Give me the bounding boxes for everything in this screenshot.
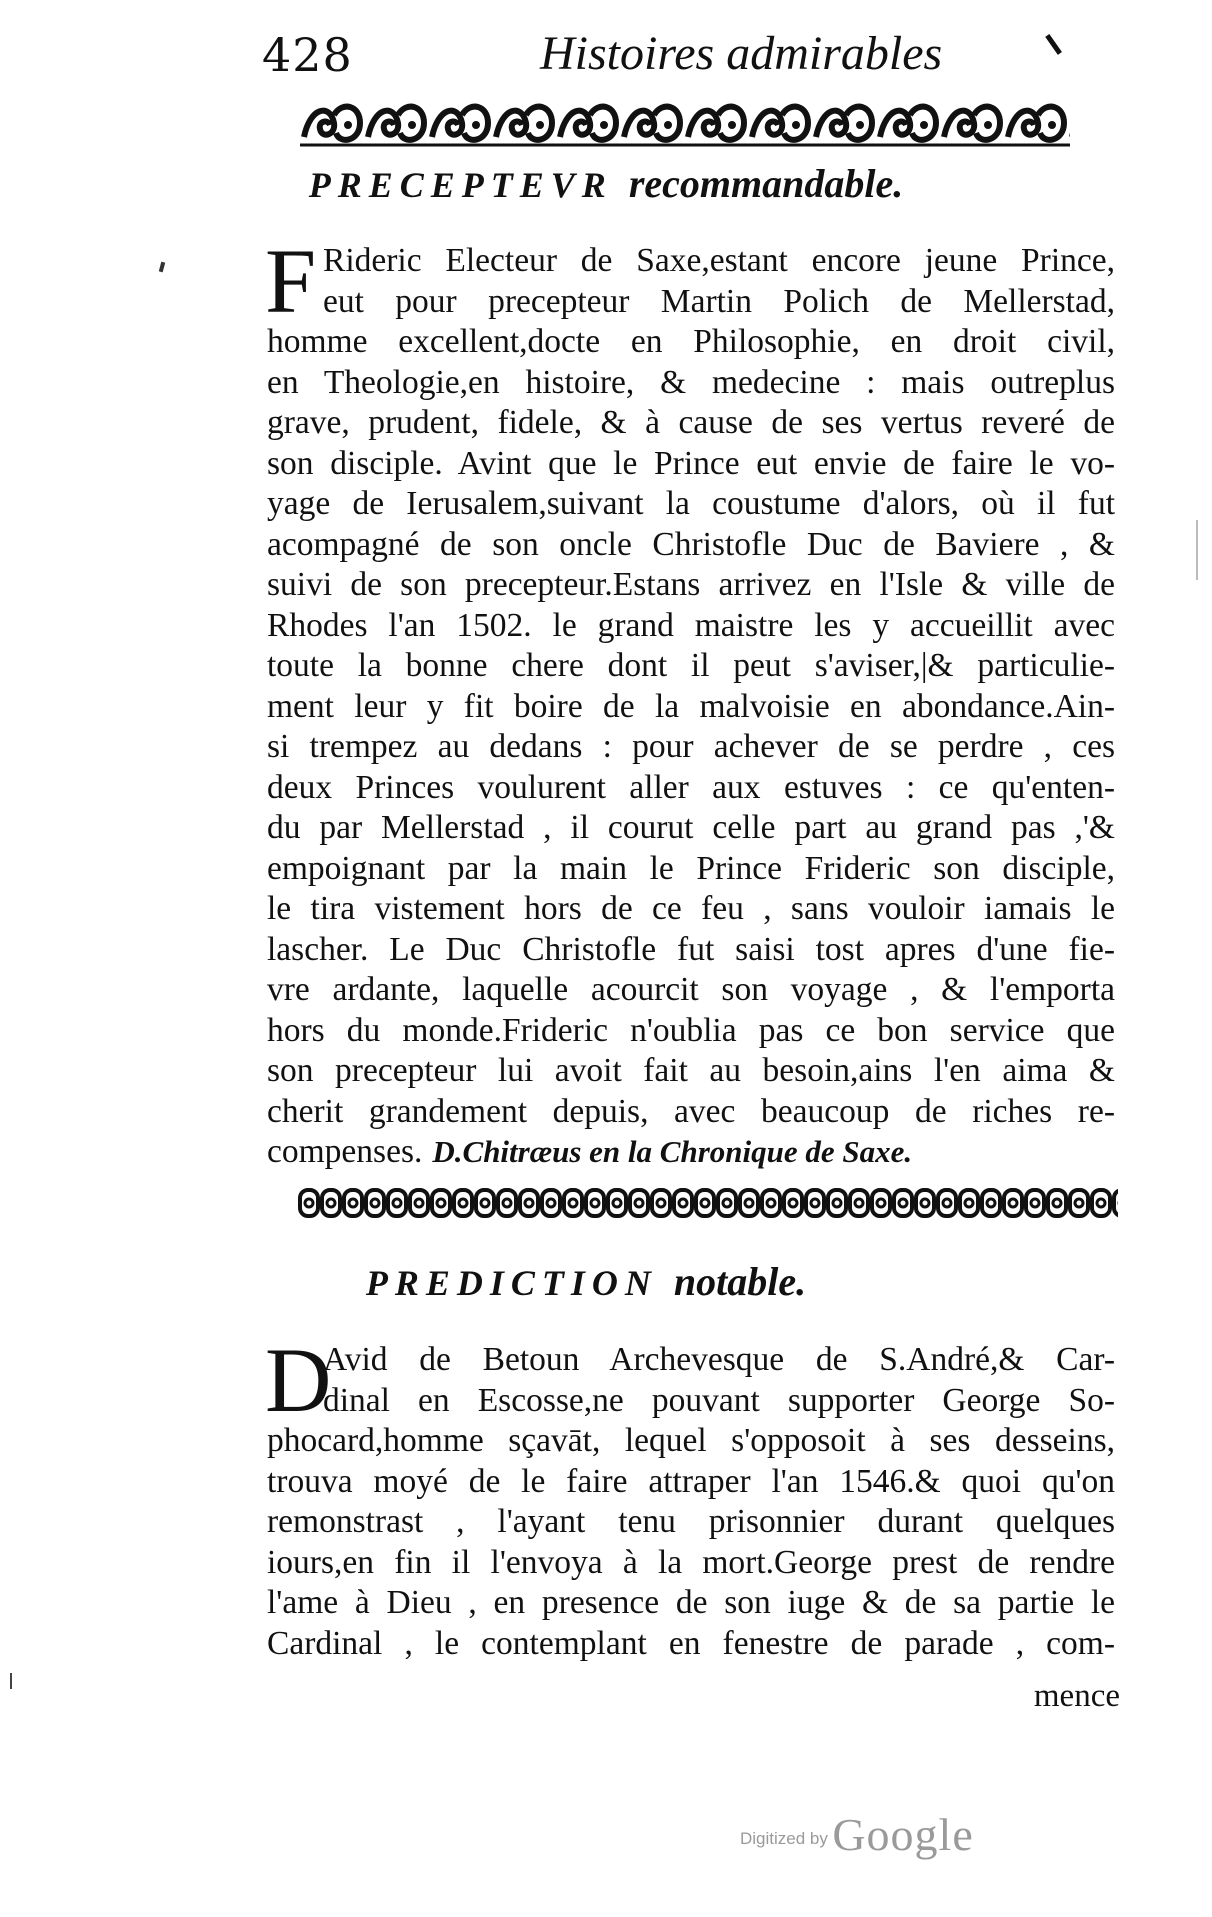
catchword: mence — [1033, 1678, 1120, 1714]
text-line: vre ardante, laquelle acourcit son voyage , & l'emporta — [267, 971, 1115, 1008]
text-line: le tira vistement hors de ce feu , sans vouloir iamais le — [267, 890, 1115, 927]
paragraph-prediction — [265, 1329, 1115, 1664]
text-line: compenses. — [267, 1133, 423, 1170]
heading-caps: PREDICTION — [365, 1263, 658, 1303]
section-heading-1 — [0, 160, 1212, 207]
heading-caps: PRECEPTEVR — [308, 165, 613, 205]
text-line: du par Mellerstad , il courut celle part au grand pas ,'& — [267, 809, 1115, 846]
text-line: Rhodes l'an 1502. le grand maistre les y accueillit avec — [267, 606, 1115, 644]
text-line: suivi de son precepteur.Estans arrivez en l'Isle & ville de — [267, 566, 1115, 603]
ornament-band-middle — [298, 1186, 1118, 1220]
text-line: si trempez au dedans : pour achever de se perdre , ces — [267, 728, 1115, 765]
text-line: en Theologie,en histoire, & medecine : mais outreplus — [267, 363, 1115, 401]
ornament-band-top — [300, 97, 1070, 153]
margin-ink-mark — [10, 1673, 12, 1689]
scroll-ornament-icon — [300, 97, 1070, 153]
text-line: eut pour precepteur Martin Polich de Mellerstad, — [323, 282, 1115, 320]
page-number: 428 — [262, 28, 353, 82]
text-line: trouva moyé de le faire attraper l'an 1546.& quoi qu'on — [267, 1462, 1115, 1500]
text-line: Avid de Betoun Archevesque de S.André,& Car- — [323, 1341, 1115, 1378]
text-line: Cardinal , le contemplant en fenestre de parade , com- — [267, 1624, 1115, 1662]
watermark-prefix: Digitized by — [740, 1829, 828, 1848]
knot-ornament-icon — [298, 1186, 1118, 1220]
drop-cap: D — [265, 1329, 332, 1431]
text-line: Rideric Electeur de Saxe,estant encore jeune Prince, — [323, 242, 1115, 279]
text-line: deux Princes voulurent aller aux estuves : ce qu'enten- — [267, 768, 1115, 806]
drop-cap: F — [265, 230, 317, 332]
text-line: remonstrast , l'ayant tenu prisonnier durant quelques — [267, 1503, 1115, 1540]
text-line: yage de Ierusalem,suivant la coustume d'alors, où il fut — [267, 485, 1115, 522]
heading-italic: recommandable. — [628, 161, 904, 206]
text-line: toute la bonne chere dont il peut s'aviser,|& particulie- — [267, 647, 1115, 684]
watermark-brand: Google — [832, 1809, 974, 1860]
text-line: iours,en fin il l'envoya à la mort.George prest de rendre — [267, 1543, 1115, 1581]
text-line: hors du monde.Frideric n'oublia pas ce bon service que — [267, 1011, 1115, 1049]
section-heading-2 — [0, 1258, 1192, 1305]
text-line: acompagné de son oncle Christofle Duc de Baviere , & — [267, 525, 1115, 563]
digitized-watermark — [740, 1808, 974, 1861]
text-line: homme excellent,docte en Philosophie, en droit civil, — [267, 323, 1115, 360]
text-line: son precepteur lui avoit fait au besoin,ains l'en aima & — [267, 1052, 1115, 1089]
stray-ink-mark — [1045, 27, 1072, 55]
text-line: phocard,homme sçavāt, lequel s'opposoit à ses desseins, — [267, 1422, 1115, 1459]
text-line: empoignant par la main le Prince Frideric son disciple, — [267, 849, 1115, 887]
text-line: cherit grandement depuis, avec beaucoup de riches re- — [267, 1092, 1115, 1130]
page-edge-mark — [1196, 520, 1198, 580]
paragraph-preceptor — [265, 230, 1115, 1173]
text-line-last — [267, 1132, 1115, 1173]
text-line: lascher. Le Duc Christofle fut saisi tost apres d'une fie- — [267, 930, 1115, 968]
text-line: dinal en Escosse,ne pouvant supporter George So- — [323, 1381, 1115, 1419]
text-line: ment leur y fit boire de la malvoisie en abondance.Ain- — [267, 687, 1115, 725]
text-line: son disciple. Avint que le Prince eut envie de faire le vo- — [267, 444, 1115, 482]
citation: D.Chitræus en la Chronique de Saxe. — [432, 1134, 913, 1169]
text-line: grave, prudent, fidele, & à cause de ses vertus reveré de — [267, 404, 1115, 441]
text-line: l'ame à Dieu , en presence de son iuge & de sa partie le — [267, 1584, 1115, 1621]
running-title: Histoires admirables — [540, 27, 943, 80]
margin-ink-mark — [159, 262, 165, 273]
heading-italic: notable. — [673, 1259, 807, 1304]
